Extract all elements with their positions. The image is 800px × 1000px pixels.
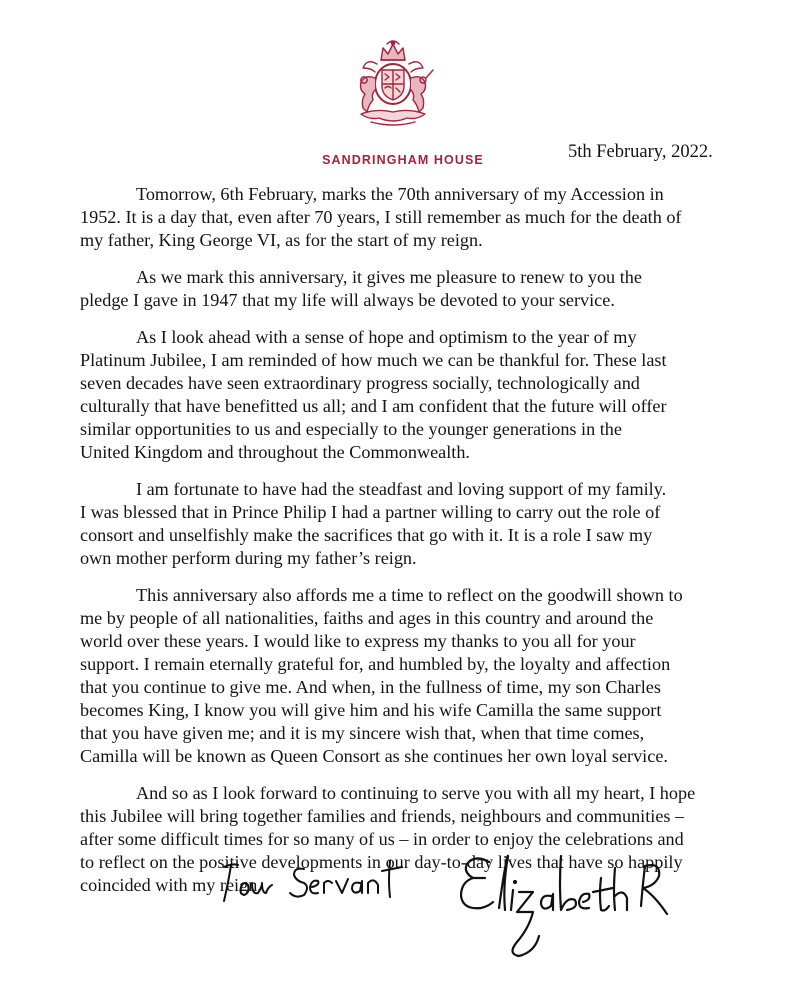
paragraph-line: becomes King, I know you will give him and his wife Camilla the same support <box>80 700 662 720</box>
paragraph-line: Camilla will be known as Queen Consort as she continues her own loyal service. <box>80 746 668 766</box>
paragraph-line: world over these years. I would like to express my thanks to you all for your <box>80 631 636 651</box>
paragraph-line: coincided with my reign. <box>80 875 262 895</box>
paragraph-line: pledge I gave in 1947 that my life will always be devoted to your service. <box>80 290 615 310</box>
paragraph-line: I am fortunate to have had the steadfast and loving support of my family. <box>136 479 667 499</box>
letter-paragraph <box>80 326 740 464</box>
paragraph-line: seven decades have seen extraordinary progress socially, technologically and <box>80 373 640 393</box>
paragraph-line: similar opportunities to us and especially to the younger generations in the <box>80 419 622 439</box>
paragraph-line: And so as I look forward to continuing to serve you with all my heart, I hope <box>136 783 696 803</box>
letter-paragraph <box>80 266 740 312</box>
paragraph-line: Tomorrow, 6th February, marks the 70th anniversary of my Accession in <box>136 184 664 204</box>
paragraph-line: me by people of all nationalities, faiths and ages in this country and around the <box>80 608 654 628</box>
paragraph-line: consort and unselfishly make the sacrifices that go with it. It is a role I saw my <box>80 525 653 545</box>
letter-paragraph <box>80 183 740 252</box>
letter-paragraph <box>80 584 740 768</box>
royal-coat-of-arms-icon <box>347 38 439 128</box>
paragraph-line: As I look ahead with a sense of hope and optimism to the year of my <box>136 327 637 347</box>
paragraph-line: culturally that have benefitted us all; and I am confident that the future will offer <box>80 396 667 416</box>
paragraph-line: this Jubilee will bring together families and friends, neighbours and communities – <box>80 806 685 826</box>
paragraph-line: to reflect on the positive developments in our day-to-day lives that have so happily <box>80 852 683 872</box>
paragraph-line: I was blessed that in Prince Philip I had a partner willing to carry out the role of <box>80 502 661 522</box>
closing-signature <box>218 853 428 911</box>
paragraph-line: 1952. It is a day that, even after 70 years, I still remember as much for the death of <box>80 207 682 227</box>
paragraph-line: As we mark this anniversary, it gives me pleasure to renew to you the <box>136 267 642 287</box>
paragraph-line: United Kingdom and throughout the Commonwealth. <box>80 442 470 462</box>
letter-body <box>80 183 740 911</box>
paragraph-line: This anniversary also affords me a time to reflect on the goodwill shown to <box>136 585 683 605</box>
paragraph-line: support. I remain eternally grateful for, and humbled by, the loyalty and affection <box>80 654 671 674</box>
royal-signature <box>455 848 670 963</box>
paragraph-line: that you have given me; and it is my sincere wish that, when that time comes, <box>80 723 645 743</box>
letter-date: 5th February, 2022. <box>568 142 713 162</box>
letter-paragraph <box>80 478 740 570</box>
paragraph-line: that you continue to give me. And when, in the fullness of time, my son Charles <box>80 677 661 697</box>
paragraph-line: my father, King George VI, as for the start of my reign. <box>80 230 483 250</box>
letterhead-address: SANDRINGHAM HOUSE <box>322 153 484 167</box>
paragraph-line: Platinum Jubilee, I am reminded of how much we can be thankful for. These last <box>80 350 667 370</box>
paragraph-line: after some difficult times for so many of us – in order to enjoy the celebrations and <box>80 829 684 849</box>
paragraph-line: own mother perform during my father’s reign. <box>80 548 417 568</box>
